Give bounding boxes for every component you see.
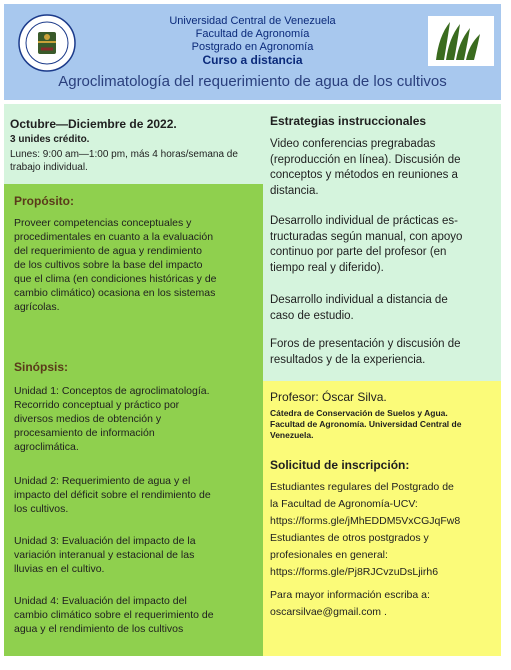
unit-4	[14, 594, 214, 636]
program-name: Postgrado en Agronomía	[191, 41, 314, 53]
sinopsis-heading: Sinópsis:	[14, 360, 69, 374]
unit-line: Unidad 4: Evaluación del impacto del	[14, 595, 187, 607]
unit-line: Unidad 2: Requerimiento de agua y el	[14, 475, 191, 487]
unit-line: cambio climático sobre el requerimiento de	[14, 609, 214, 621]
profesor-affiliation	[270, 408, 461, 441]
left-content-panel	[4, 184, 263, 656]
dates: Octubre—Diciembre de 2022.	[10, 117, 177, 131]
estrategia-1	[270, 137, 461, 199]
proposito-line: cambio climático) ocasiona en los sistemas	[14, 287, 216, 299]
inscripcion-line: Para mayor información escriba a:	[270, 589, 430, 601]
estrategias-heading: Estrategias instruccionales	[270, 114, 427, 128]
unit-line: impacto del déficit sobre el rendimiento de	[14, 489, 211, 501]
proposito-line: Proveer competencias conceptuales y	[14, 217, 192, 229]
proposito-line: que el clima (en condiciones históricas y de	[14, 273, 217, 285]
proposito-line: del requerimiento de agua y rendimiento	[14, 245, 202, 257]
hours-line-2: trabajo individual.	[10, 162, 88, 173]
inscripcion-line: Estudiantes de otros postgrados y	[270, 532, 429, 544]
profesor-name: Profesor: Óscar Silva.	[270, 390, 387, 404]
estrategia-line: conceptos y métodos en reuniones a	[270, 169, 458, 181]
estrategia-3	[270, 293, 448, 324]
estrategia-line: caso de estudio.	[270, 309, 354, 322]
estrategia-line: tiempo real y diferido).	[270, 261, 384, 274]
course-type: Curso a distancia	[202, 53, 303, 67]
unit-line: lluvias en el cultivo.	[14, 563, 105, 575]
estrategia-line: Video conferencias pregrabadas	[270, 138, 436, 150]
contact-panel	[263, 381, 501, 656]
estrategia-4	[270, 337, 461, 368]
unit-line: diversos medios de obtención y	[14, 413, 162, 425]
university-name: Universidad Central de Venezuela	[169, 15, 336, 27]
unit-line: variación interanual y estacional de las	[14, 549, 195, 561]
unit-line: agua y el rendimiento de los cultivos	[14, 623, 184, 635]
inscripcion-heading: Solicitud de inscripción:	[270, 458, 410, 472]
estrategia-line: Desarrollo individual a distancia de	[270, 294, 448, 306]
estrategia-line: tructuradas según manual, con apoyo	[270, 230, 463, 243]
form-link-general[interactable]: https://forms.gle/Pj8RJCvzuDsLjirh6	[270, 566, 439, 578]
contact-email[interactable]: oscarsilvae@gmail.com .	[270, 606, 387, 618]
unit-3	[14, 534, 196, 576]
proposito-heading: Propósito:	[14, 194, 74, 208]
estrategia-line: resultados y de la experiencia.	[270, 353, 426, 366]
proposito-line: agrícolas.	[14, 301, 60, 313]
unit-1	[14, 384, 210, 454]
estrategias-panel	[263, 104, 501, 381]
affiliation-line: Venezuela.	[270, 430, 314, 440]
unit-line: agroclimática.	[14, 441, 79, 453]
form-link-regular[interactable]: https://forms.gle/jMhEDDM5VxCGJqFw8	[270, 515, 461, 527]
unit-line: los cultivos.	[14, 503, 69, 515]
schedule-panel	[4, 104, 263, 184]
unit-line: Unidad 3: Evaluación del impacto de la	[14, 535, 196, 547]
hours-line-1: Lunes: 9:00 am—1:00 pm, más 4 horas/semana de	[10, 149, 238, 160]
inscripcion-text	[270, 479, 460, 621]
proposito-line: de los cultivos sobre la base del impacto	[14, 259, 203, 271]
inscripcion-line: Estudiantes regulares del Postgrado de	[270, 481, 454, 493]
estrategia-line: continuo por parte del profesor (en	[270, 246, 447, 258]
header-banner	[4, 4, 501, 100]
proposito-line: procedimentales en cuanto a la evaluación	[14, 231, 214, 243]
inscripcion-line: profesionales en general:	[270, 549, 388, 561]
unit-line: Unidad 1: Conceptos de agroclimatología.	[14, 385, 210, 397]
proposito-text	[14, 216, 217, 314]
estrategia-2	[270, 214, 462, 276]
estrategia-line: distancia.	[270, 184, 319, 197]
affiliation-line: Cátedra de Conservación de Suelos y Agua.	[270, 408, 448, 418]
estrategia-line: Foros de presentación y discusión de	[270, 338, 461, 350]
credits: 3 unides crédito.	[10, 134, 90, 145]
inscripcion-line: la Facultad de Agronomía-UCV:	[270, 498, 418, 510]
unit-line: Recorrido conceptual y práctico por	[14, 399, 180, 411]
estrategia-line: (reproducción en línea). Discusión de	[270, 153, 461, 166]
unit-2	[14, 474, 211, 516]
faculty-name: Facultad de Agronomía	[195, 28, 310, 40]
unit-line: procesamiento de información	[14, 427, 155, 439]
estrategia-line: Desarrollo individual de prácticas es-	[270, 215, 458, 227]
course-title: Agroclimatología del requerimiento de agua de los cultivos	[58, 73, 447, 90]
affiliation-line: Facultad de Agronomía. Universidad Central de	[270, 419, 462, 429]
